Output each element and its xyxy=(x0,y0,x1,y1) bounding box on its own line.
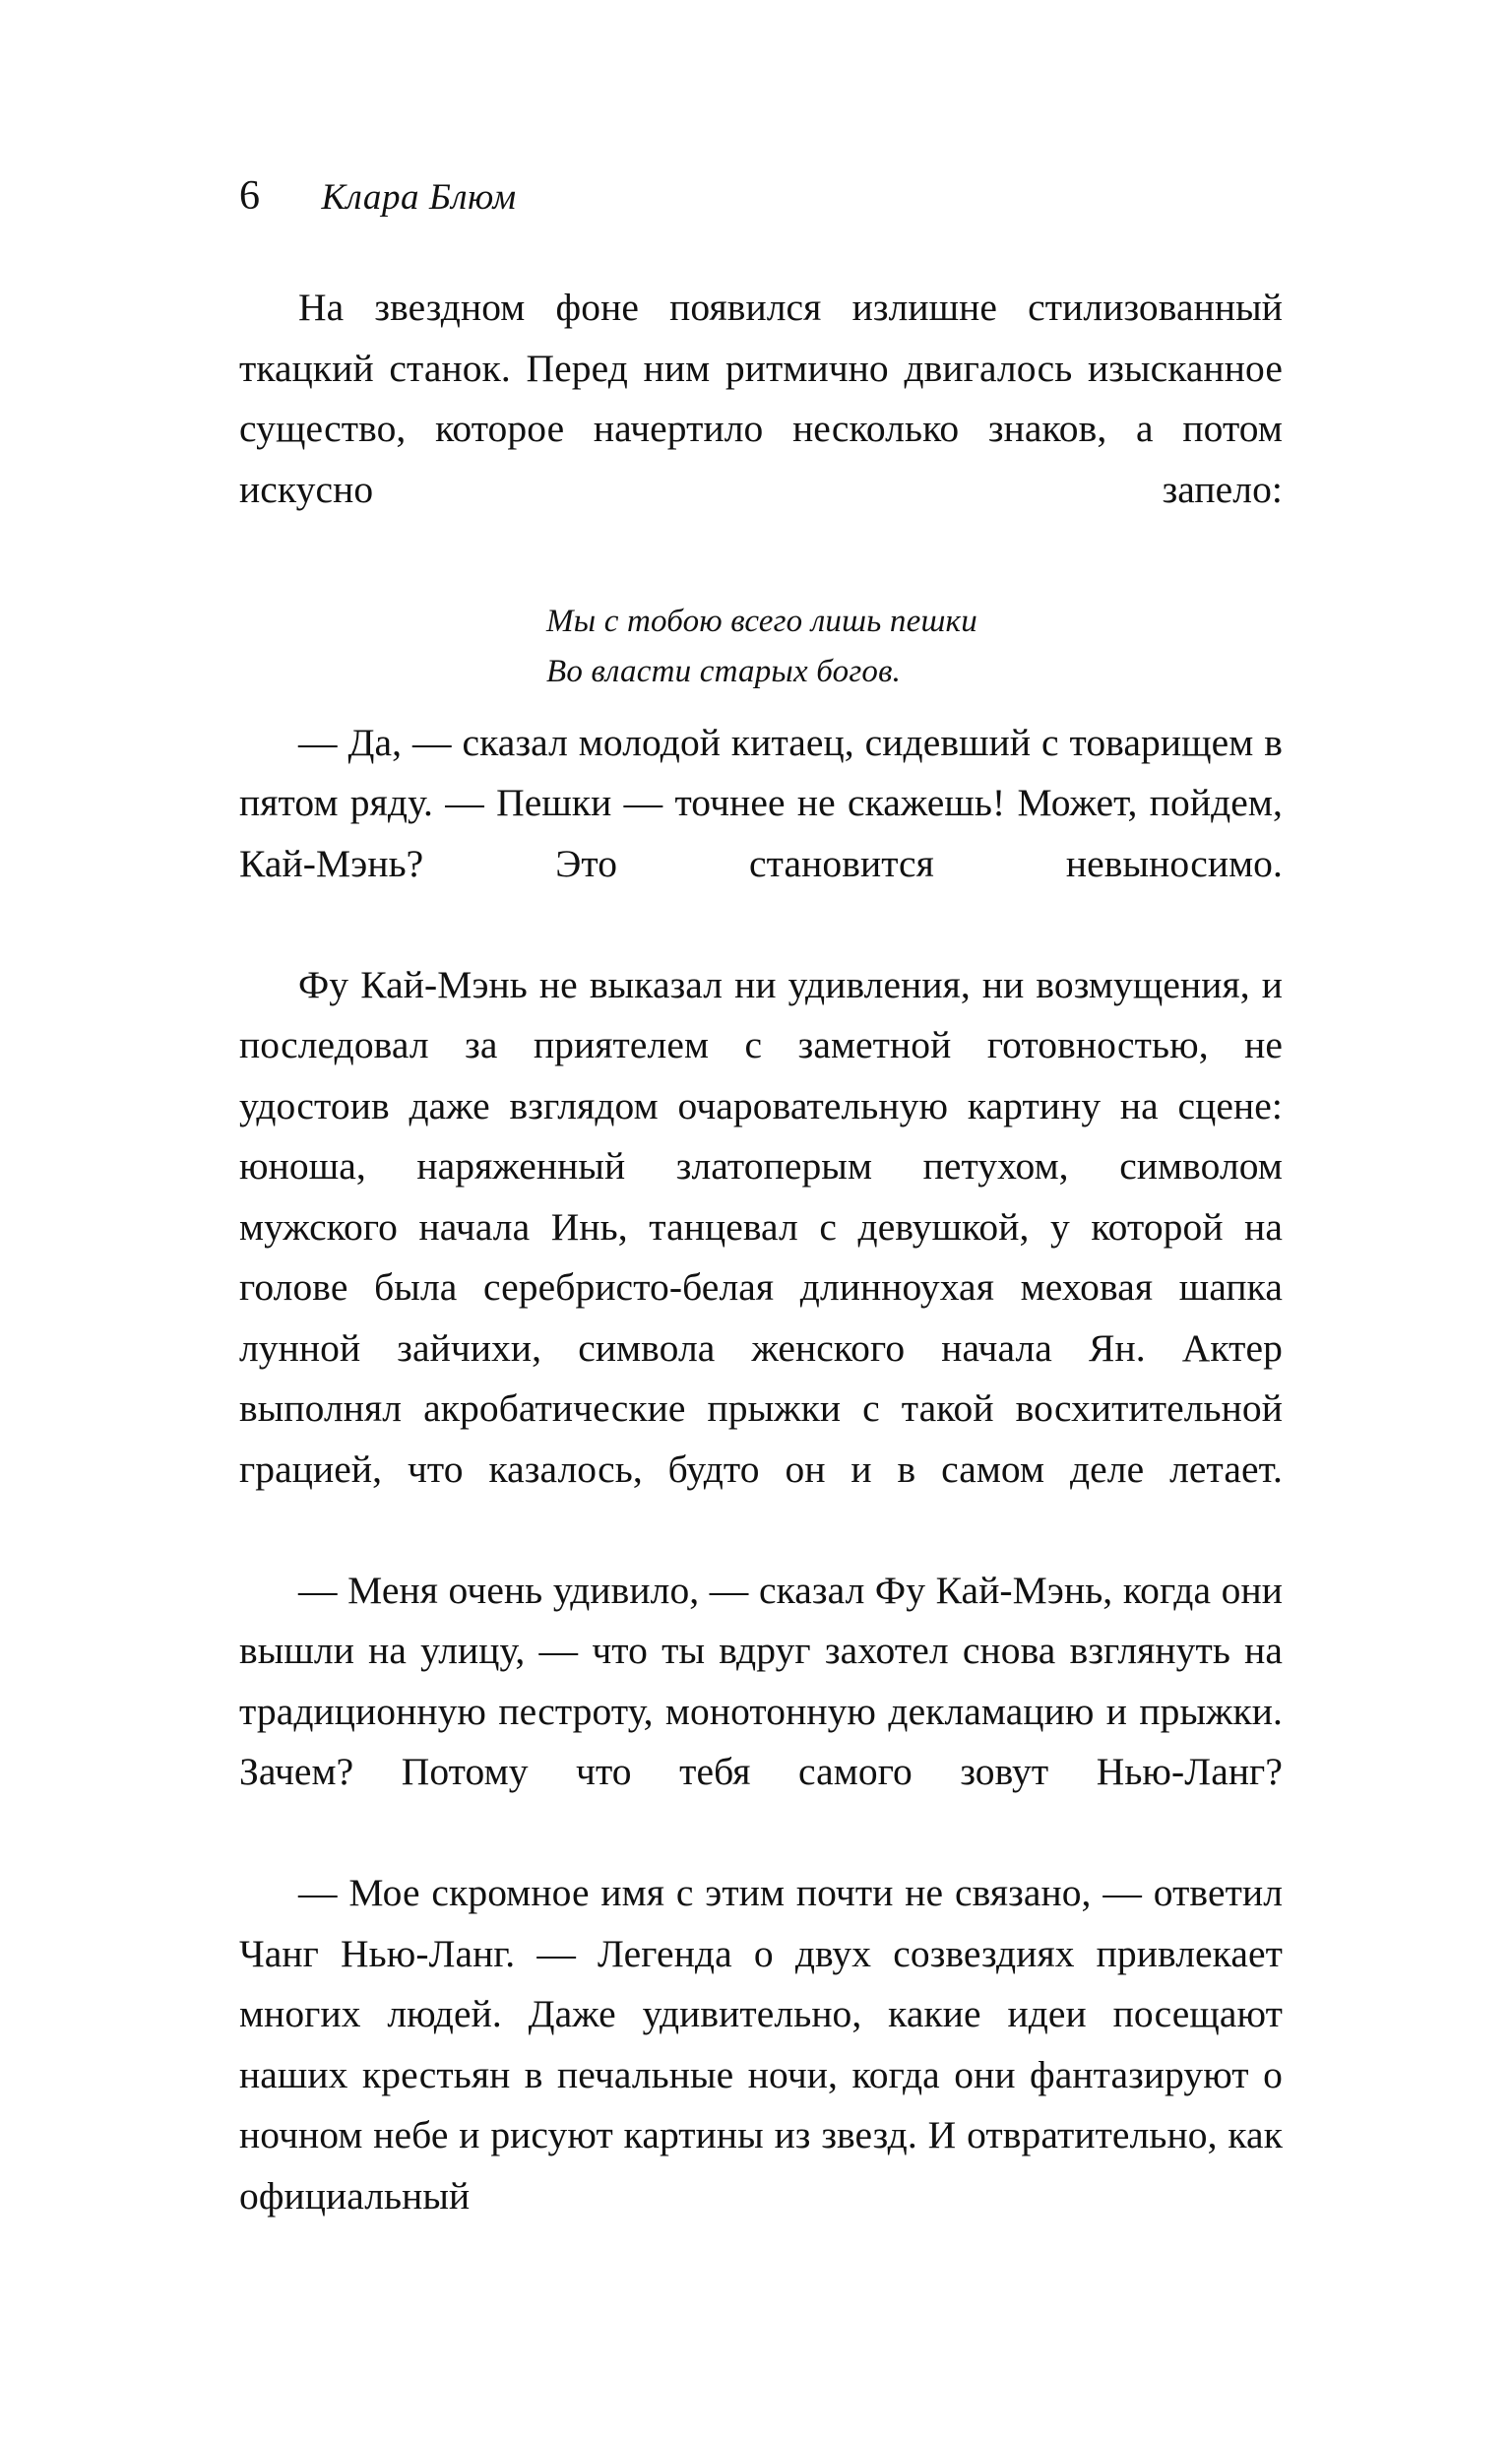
paragraph-dialogue-1: — Да, — сказал молодой китаец, сидевший с товарищем в пятом ряду. — Пешки — точнее не скажешь! Может, пойдем, Кай-Мэнь? Это становится невыносимо. xyxy=(239,720,1283,885)
page-text-block xyxy=(239,175,1283,2287)
running-head xyxy=(239,175,1283,226)
paragraph-dialogue-3: — Мое скромное имя с этим почти не связано, — ответил Чанг Нью-Ланг. — Легенда о двух созвездиях привлекает многих людей. Даже удивительно, какие идеи посещают наших крестьян в печальные ночи, когда они фантазируют о ночном небе и рисуют картины из звезд. И отвратительно, как официальный xyxy=(239,1871,1283,2218)
verse-line: Мы с тобою всего лишь пешки xyxy=(546,603,977,639)
paragraph-intro: На звездном фоне появился излишне стилизованный ткацкий станок. Перед ним ритмично двигалось изысканное существо, которое начертило несколько знаков, а потом искусно запело: xyxy=(239,286,1283,511)
paragraph-dialogue-2: — Меня очень удивило, — сказал Фу Кай-Мэнь, когда они вышли на улицу, — что ты вдруг захотел снова взглянуть на традиционную пестроту, монотонную декламацию и прыжки. Зачем? Потому что тебя самого зовут Нью-Ланг? xyxy=(239,1568,1283,1793)
paragraph-narrative: Фу Кай-Мэнь не выказал ни удивления, ни возмущения, и последовал за приятелем с заметной готовностью, не удостоив даже взглядом очаровательную картину на сцене: юноша, наряженный златоперым петухом, символом мужского начала Инь, танцевал с девушкой, у которой на голове была серебристо-белая длинноухая меховая шапка лунной зайчихи, символа женского начала Ян. Актер выполнял акробатические прыжки с такой восхитительной грацией, что казалось, будто он и в самом деле летает. xyxy=(239,962,1283,1491)
verse-line: Во власти старых богов. xyxy=(546,653,902,689)
page-number: 6 xyxy=(239,173,261,219)
verse-block xyxy=(239,597,1283,697)
running-head-author: Клара Блюм xyxy=(321,177,517,218)
